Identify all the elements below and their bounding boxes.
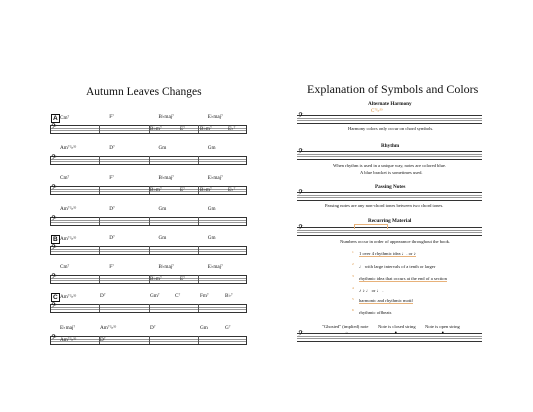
closed-note-icon: • bbox=[394, 330, 398, 337]
secondary-chord-symbol: B♭m⁷ bbox=[200, 187, 212, 193]
barline bbox=[149, 304, 150, 312]
ghosted-note-icon: ◦ bbox=[345, 330, 349, 337]
recurring-staff bbox=[297, 227, 482, 236]
chord-symbol: Gm bbox=[207, 235, 216, 241]
recurring-number-5: 5 bbox=[352, 297, 354, 301]
recurring-number-2: 2 bbox=[352, 262, 354, 266]
barline bbox=[198, 304, 199, 312]
barline bbox=[99, 246, 100, 254]
chord-symbol: G⁷ bbox=[225, 325, 231, 331]
recurring-intro: Numbers occur in order of appearance throughout the book. bbox=[340, 239, 451, 244]
passing-heading: Passing Notes bbox=[375, 184, 406, 190]
barline bbox=[198, 246, 199, 254]
bass-clef-icon: 𝄢 bbox=[51, 184, 57, 194]
chord-symbol: Am⁷⁽♭⁵⁾ bbox=[60, 206, 77, 212]
barline bbox=[99, 125, 100, 133]
chord-symbol: E♭maj⁷ bbox=[207, 175, 223, 181]
bass-clef-icon: 𝄢 bbox=[51, 244, 57, 254]
barline bbox=[198, 186, 199, 194]
secondary-chord-symbol: B♭m⁷ bbox=[150, 126, 162, 132]
barline bbox=[198, 336, 199, 344]
secondary-chord-symbol: E⁷ bbox=[180, 276, 185, 282]
rhythm-staff bbox=[297, 151, 482, 160]
chord-symbol: B♭maj⁷ bbox=[158, 264, 174, 270]
recurring-bracket bbox=[354, 224, 388, 229]
open-string-label: Note is open string bbox=[425, 324, 460, 329]
passing-text: Passing notes are any non-chord tones between two chord tones. bbox=[325, 203, 444, 208]
chord-symbol: D⁷ bbox=[109, 235, 115, 241]
chord-system bbox=[50, 291, 247, 317]
barline bbox=[198, 156, 199, 164]
secondary-chord-symbol: D⁷ bbox=[100, 337, 106, 343]
bass-clef-icon: 𝄢 bbox=[51, 123, 57, 133]
recurring-number-1: 1 bbox=[352, 250, 354, 254]
chord-symbol: Gm bbox=[158, 206, 167, 212]
end-barline bbox=[246, 217, 247, 225]
chord-symbol: D⁷ bbox=[150, 325, 156, 331]
barline bbox=[99, 304, 100, 312]
chord-system bbox=[50, 173, 247, 199]
barline bbox=[99, 217, 100, 225]
chord-symbol: Gm⁷ bbox=[150, 293, 160, 299]
chord-system bbox=[50, 233, 247, 259]
barline bbox=[149, 246, 150, 254]
end-barline bbox=[246, 156, 247, 164]
chord-symbol: Am⁷⁽♭⁵⁾ bbox=[100, 325, 117, 331]
closed-string-label: Note is closed string bbox=[378, 324, 416, 329]
chord-symbol: F⁷ bbox=[109, 114, 114, 120]
chord-symbol: Cm⁷ bbox=[60, 264, 70, 270]
bass-clef-icon: 𝄢 bbox=[298, 189, 304, 199]
secondary-chord-symbol: E♭⁷ bbox=[228, 187, 236, 193]
chord-symbol: B♭maj⁷ bbox=[158, 175, 174, 181]
chord-symbol: E♭maj⁷ bbox=[207, 114, 223, 120]
harmony-text: Harmony colors only occur on chord symbols. bbox=[348, 126, 434, 131]
passing-staff bbox=[297, 192, 482, 201]
rehearsal-mark: C bbox=[53, 294, 58, 301]
bass-clef-icon: 𝄢 bbox=[51, 215, 57, 225]
secondary-chord-symbol: B♭m⁷ bbox=[200, 126, 212, 132]
barline bbox=[149, 156, 150, 164]
end-barline bbox=[246, 336, 247, 344]
chord-symbol: Gm bbox=[158, 145, 167, 151]
chord-symbol: Cm⁷ bbox=[60, 115, 70, 121]
bass-clef-icon: 𝄢 bbox=[298, 224, 304, 234]
bottom-staff bbox=[297, 333, 482, 342]
recurring-item-5: harmonic and rhythmic motif bbox=[359, 298, 413, 303]
harmony-staff bbox=[297, 115, 482, 124]
rhythm-heading: Rhythm bbox=[381, 143, 400, 149]
chord-symbol: Gm bbox=[158, 235, 167, 241]
secondary-chord-symbol: B♭m⁷ bbox=[150, 276, 162, 282]
end-barline bbox=[246, 304, 247, 312]
recurring-number-3: 3 bbox=[352, 274, 354, 278]
barline bbox=[149, 336, 150, 344]
rhythm-text-2: A blue bracket is sometimes used. bbox=[360, 170, 423, 175]
barline bbox=[99, 275, 100, 283]
recurring-item-1: 1 over 4 rhythmic idea ♩. or ♪ bbox=[359, 251, 416, 256]
barline bbox=[198, 217, 199, 225]
recurring-item-4: ♪ ♪ ♩ or ♩ . bbox=[359, 288, 384, 293]
chord-symbol: Am⁷⁽♭⁵⁾ bbox=[60, 145, 77, 151]
rhythm-text-1: When rhythm is used in a unique way, notes are colored blue. bbox=[333, 163, 447, 168]
end-barline bbox=[246, 125, 247, 133]
chord-symbol: E♭maj⁷ bbox=[207, 264, 223, 270]
recurring-item-6: rhythmic offbeats bbox=[359, 310, 392, 315]
harmony-chord: C⁷⁽♭⁹⁾ bbox=[371, 109, 383, 114]
end-barline bbox=[246, 246, 247, 254]
barline bbox=[99, 186, 100, 194]
barline bbox=[198, 275, 199, 283]
bass-clef-icon: 𝄢 bbox=[51, 334, 57, 344]
rehearsal-mark: B bbox=[53, 236, 58, 243]
chord-symbol: Cm⁷ bbox=[60, 175, 70, 181]
chord-symbol: Am⁷⁽♭⁵⁾ bbox=[60, 294, 77, 300]
recurring-heading: Recurring Material bbox=[368, 218, 412, 224]
chord-symbol: Gm bbox=[207, 206, 216, 212]
chord-system bbox=[50, 143, 247, 169]
bass-clef-icon: 𝄢 bbox=[298, 148, 304, 158]
rehearsal-mark: A bbox=[53, 115, 58, 122]
chord-system bbox=[50, 204, 247, 230]
chord-system bbox=[50, 262, 247, 288]
secondary-chord-symbol: E♭⁷ bbox=[228, 126, 236, 132]
recurring-number-6: 6 bbox=[352, 308, 354, 312]
right-title: Explanation of Symbols and Colors bbox=[307, 82, 479, 96]
chord-symbol: E♭maj⁷ bbox=[60, 325, 76, 331]
barline bbox=[149, 217, 150, 225]
chord-symbol: Gm bbox=[200, 325, 208, 331]
chord-symbol: Am⁷⁽♭⁵⁾ bbox=[60, 236, 77, 242]
secondary-chord-symbol: Am⁷⁽♭⁵⁾ bbox=[60, 337, 77, 343]
bass-clef-icon: 𝄢 bbox=[51, 154, 57, 164]
recurring-item-3: rhythmic idea that occurs at the end of a section bbox=[359, 276, 447, 281]
chord-symbol: Fm⁷ bbox=[200, 293, 209, 299]
chord-symbol: D⁷ bbox=[109, 145, 115, 151]
harmony-heading: Alternate Harmony bbox=[368, 101, 412, 107]
chord-symbol: Gm bbox=[207, 145, 216, 151]
chord-symbol: F⁷ bbox=[109, 264, 114, 270]
end-barline bbox=[246, 275, 247, 283]
barline bbox=[198, 125, 199, 133]
recurring-number-4: 4 bbox=[352, 286, 354, 290]
chord-symbol: F⁷ bbox=[109, 175, 114, 181]
chord-symbol: D⁷ bbox=[109, 206, 115, 212]
secondary-chord-symbol: E⁷ bbox=[180, 126, 185, 132]
bass-clef-icon: 𝄢 bbox=[51, 273, 57, 283]
secondary-chord-symbol: E⁷ bbox=[180, 187, 185, 193]
barline bbox=[99, 156, 100, 164]
bass-clef-icon: 𝄢 bbox=[298, 330, 304, 340]
left-title: Autumn Leaves Changes bbox=[86, 86, 202, 98]
chord-symbol: B♭maj⁷ bbox=[158, 114, 174, 120]
chord-symbol: B♭⁷ bbox=[225, 293, 233, 299]
bass-clef-icon: 𝄢 bbox=[298, 112, 304, 122]
secondary-chord-symbol: B♭m⁷ bbox=[150, 187, 162, 193]
chord-symbol: D⁷ bbox=[100, 293, 106, 299]
recurring-item-2: ♩ with large intervals of a tenth or larger bbox=[359, 264, 436, 269]
chord-system bbox=[50, 323, 247, 349]
open-note-icon: • bbox=[441, 330, 445, 337]
end-barline bbox=[246, 186, 247, 194]
ghosted-note-label: "Ghosted" (implied) note bbox=[322, 324, 369, 329]
chord-system bbox=[50, 112, 247, 138]
bass-clef-icon: 𝄢 bbox=[51, 302, 57, 312]
chord-symbol: C⁷ bbox=[175, 293, 181, 299]
